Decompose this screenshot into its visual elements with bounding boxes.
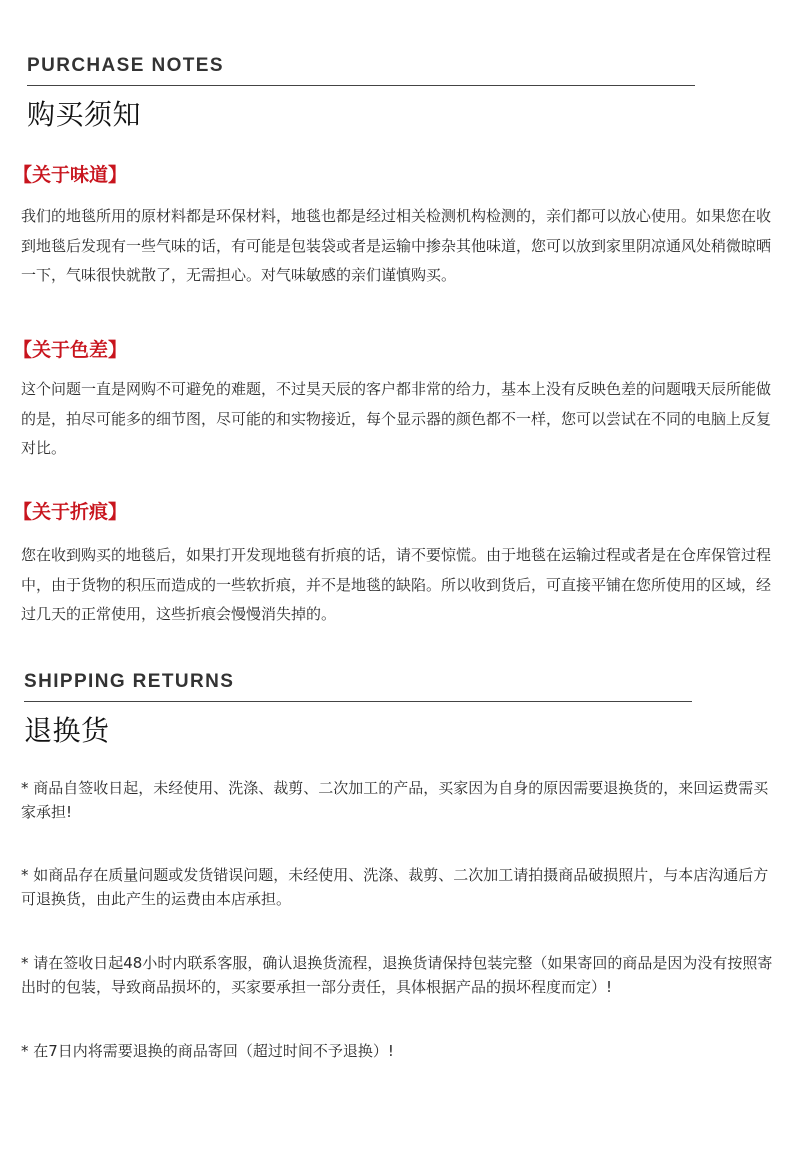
- purchase-notes-divider: [27, 85, 695, 86]
- purchase-notes-en-title: PURCHASE NOTES: [27, 55, 224, 76]
- section-text-creases: 您在收到购买的地毯后，如果打开发现地毯有折痕的话，请不要惊慌。由于地毯在运输过程或者是在仓库保管过程中，由于货物的积压而造成的一些软折痕，并不是地毯的缺陷。所以收到货后，可直接平铺在您所使用的区域，经过几天的正常使用，这些折痕会慢慢消失掉的。: [21, 546, 772, 623]
- return-note-2: * 如商品存在质量问题或发货错误问题，未经使用、洗涤、裁剪、二次加工请拍摄商品破损照片，与本店沟通后方可退换货，由此产生的运费由本店承担。: [21, 866, 769, 908]
- section-text-color-difference: 这个问题一直是网购不可避免的难题，不过昊天辰的客户都非常的给力，基本上没有反映色差的问题哦天辰所能做的是，拍尽可能多的细节图，尽可能的和实物接近，每个显示器的颜色都不一样，您可以尝试在不同的电脑上反复对比。: [21, 380, 772, 457]
- return-note-1: * 商品自签收日起，未经使用、洗涤、裁剪、二次加工的产品，买家因为自身的原因需要退换货的，来回运费需买家承担!: [21, 779, 769, 821]
- shipping-returns-en-title: SHIPPING RETURNS: [24, 671, 235, 692]
- shipping-returns-cn-title: 退换货: [24, 714, 110, 747]
- return-note-4: * 在7日内将需要退换的商品寄回（超过时间不予退换）!: [21, 1042, 394, 1060]
- shipping-returns-divider: [24, 701, 692, 702]
- purchase-notes-cn-title: 购买须知: [27, 98, 142, 131]
- return-note-3: * 请在签收日起48小时内联系客服，确认退换货流程，退换货请保持包装完整（如果寄回的商品是因为没有按照寄出时的包装，导致商品损坏的，买家要承担一部分责任，具体根据产品的损坏程度而定）!: [21, 954, 773, 996]
- section-heading-creases: 【关于折痕】: [13, 501, 128, 523]
- section-heading-smell: 【关于味道】: [13, 164, 128, 186]
- section-heading-color-difference: 【关于色差】: [13, 339, 128, 361]
- section-text-smell: 我们的地毯所用的原材料都是环保材料，地毯也都是经过相关检测机构检测的，亲们都可以放心使用。如果您在收到地毯后发现有一些气味的话，有可能是包装袋或者是运输中掺杂其他味道，您可以放到家里阴凉通风处稍微晾晒一下，气味很快就散了，无需担心。对气味敏感的亲们谨慎购买。: [21, 207, 772, 284]
